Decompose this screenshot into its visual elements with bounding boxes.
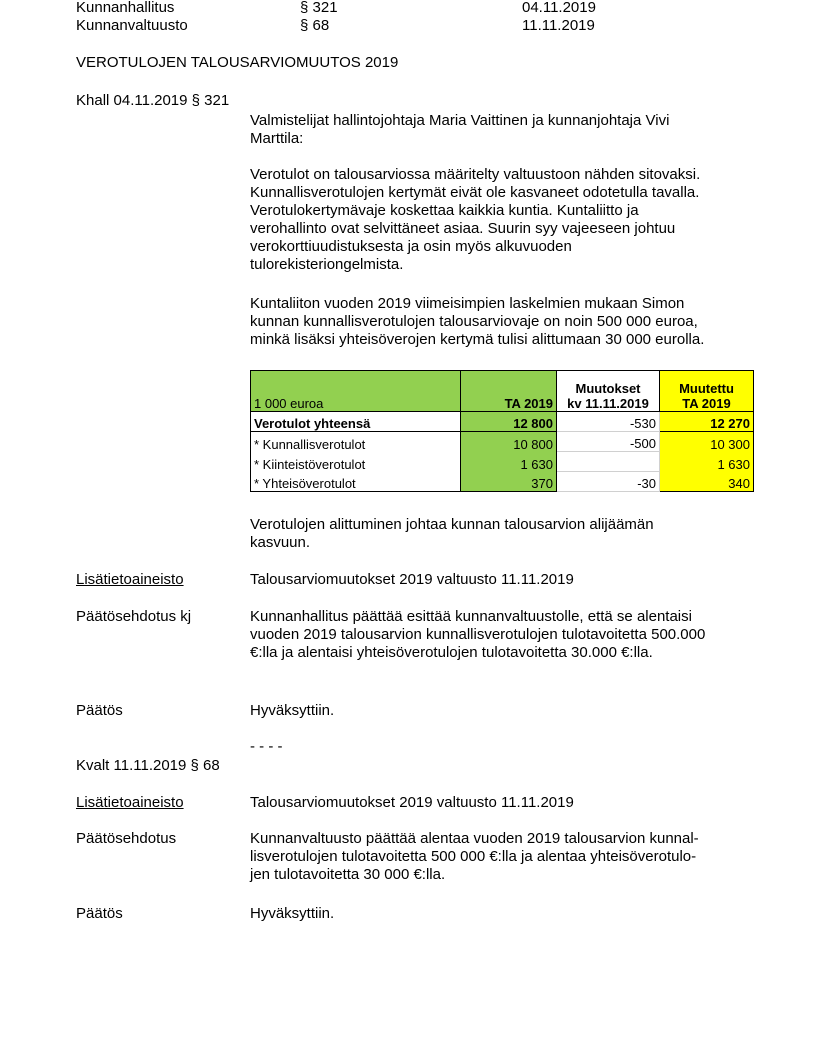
text-line: verohallinto ovat selvittäneet asiaa. Suurin syy vajeeseen johtuu [250, 220, 676, 237]
row-change: -500 [557, 432, 660, 452]
row-label: * Yhteisöverotulot [251, 472, 461, 492]
kvalt-decision-value: Hyväksyttiin. [250, 905, 335, 922]
unit-label: 1 000 euroa [251, 371, 461, 412]
row-ta: 10 800 [461, 432, 557, 452]
text-line: vuoden 2019 talousarvion kunnallisverotulojen tulotavoitetta 500.000 [250, 626, 706, 643]
col-header-changes [557, 371, 660, 412]
table-row [251, 412, 754, 432]
paragraph-calculations [250, 295, 750, 349]
khall-info-label: Lisätietoaineisto [76, 571, 184, 588]
kvalt-info-label: Lisätietoaineisto [76, 794, 184, 811]
paragraph-deficit [250, 516, 750, 552]
table-row [251, 432, 754, 452]
preparers-text [250, 112, 750, 148]
text-line: Verotulojen alittuminen johtaa kunnan talousarvion alijäämän [250, 516, 654, 533]
text-line: Marttila: [250, 130, 304, 147]
text-line: tulorekisteriongelmista. [250, 256, 404, 273]
row-changed: 12 270 [660, 412, 754, 432]
row-label: * Kiinteistöverotulot [251, 452, 461, 472]
row-label: * Kunnallisverotulot [251, 432, 461, 452]
text-line: Valmistelijat hallintojohtaja Maria Vaittinen ja kunnanjohtaja Vivi [250, 112, 670, 129]
table-header-row [251, 371, 754, 412]
header-section-2: § 68 [300, 17, 330, 34]
table-row [251, 472, 754, 492]
row-changed: 10 300 [660, 432, 754, 452]
khall-heading: Khall 04.11.2019 § 321 [76, 92, 230, 109]
text-line: kunnan kunnallisverotulojen talousarviovaje on noin 500 000 euroa, [250, 313, 698, 330]
kvalt-heading: Kvalt 11.11.2019 § 68 [76, 757, 220, 774]
row-change: -30 [557, 472, 660, 492]
row-change [557, 452, 660, 472]
row-changed: 1 630 [660, 452, 754, 472]
col-header-changed [660, 371, 754, 412]
col-header-changed-line1: Muutettu [679, 381, 734, 396]
khall-proposal-label: Päätösehdotus kj [76, 608, 192, 625]
row-changed: 340 [660, 472, 754, 492]
row-ta: 370 [461, 472, 557, 492]
text-line: Kuntaliiton vuoden 2019 viimeisimpien laskelmien mukaan Simon [250, 295, 685, 312]
col-header-changes-line2: kv 11.11.2019 [567, 396, 649, 411]
text-line: minkä lisäksi yhteisöverojen kertymä tulisi alittumaan 30 000 eurolla. [250, 331, 705, 348]
header-body-1: Kunnanhallitus [76, 0, 175, 16]
kvalt-proposal-text [250, 830, 750, 884]
text-line: Kunnanhallitus päättää esittää kunnanvaltuustolle, että se alentaisi [250, 608, 692, 625]
col-header-ta: TA 2019 [461, 371, 557, 412]
table-row [251, 452, 754, 472]
text-line: Kunnallisverotulojen kertymät eivät ole kasvaneet odotetulla tavalla. [250, 184, 700, 201]
kvalt-decision-label: Päätös [76, 905, 123, 922]
kvalt-info-value: Talousarviomuutokset 2019 valtuusto 11.11.2019 [250, 794, 574, 811]
khall-info-value: Talousarviomuutokset 2019 valtuusto 11.11.2019 [250, 571, 574, 588]
row-change: -530 [557, 412, 660, 432]
document-title: VEROTULOJEN TALOUSARVIOMUUTOS 2019 [76, 54, 399, 71]
text-line: Verotulokertymävaje koskettaa kaikkia kuntia. Kuntaliitto ja [250, 202, 639, 219]
text-line: jen tulotavoitetta 30 000 €:lla. [250, 866, 446, 883]
budget-table [250, 370, 754, 492]
header-section-1: § 321 [300, 0, 338, 16]
text-line: €:lla ja alentaisi yhteisöverotulojen tulotavoitetta 30.000 €:lla. [250, 644, 653, 661]
text-line: Verotulot on talousarviossa määritelty valtuustoon nähden sitovaksi. [250, 166, 701, 183]
col-header-changes-line1: Muutokset [575, 381, 641, 396]
paragraph-tax-revenue [250, 166, 750, 274]
text-line: verokorttiuudistuksesta ja osin myös alkuvuoden [250, 238, 572, 255]
row-label: Verotulot yhteensä [251, 412, 461, 432]
khall-decision-value: Hyväksyttiin. [250, 702, 335, 719]
header-body-2: Kunnanvaltuusto [76, 17, 188, 34]
khall-proposal-text [250, 608, 750, 662]
row-ta: 12 800 [461, 412, 557, 432]
header-date-2: 11.11.2019 [522, 17, 595, 34]
text-line: kasvuun. [250, 534, 311, 551]
khall-decision-label: Päätös [76, 702, 123, 719]
text-line: lisverotulojen tulotavoitetta 500 000 €:lla ja alentaa yhteisöverotulo- [250, 848, 697, 865]
row-ta: 1 630 [461, 452, 557, 472]
col-header-changed-line2: TA 2019 [682, 396, 731, 411]
kvalt-proposal-label: Päätösehdotus [76, 830, 177, 847]
section-separator: - - - - [250, 738, 283, 755]
text-line: Kunnanvaltuusto päättää alentaa vuoden 2019 talousarvion kunnal- [250, 830, 699, 847]
header-date-1: 04.11.2019 [522, 0, 596, 16]
